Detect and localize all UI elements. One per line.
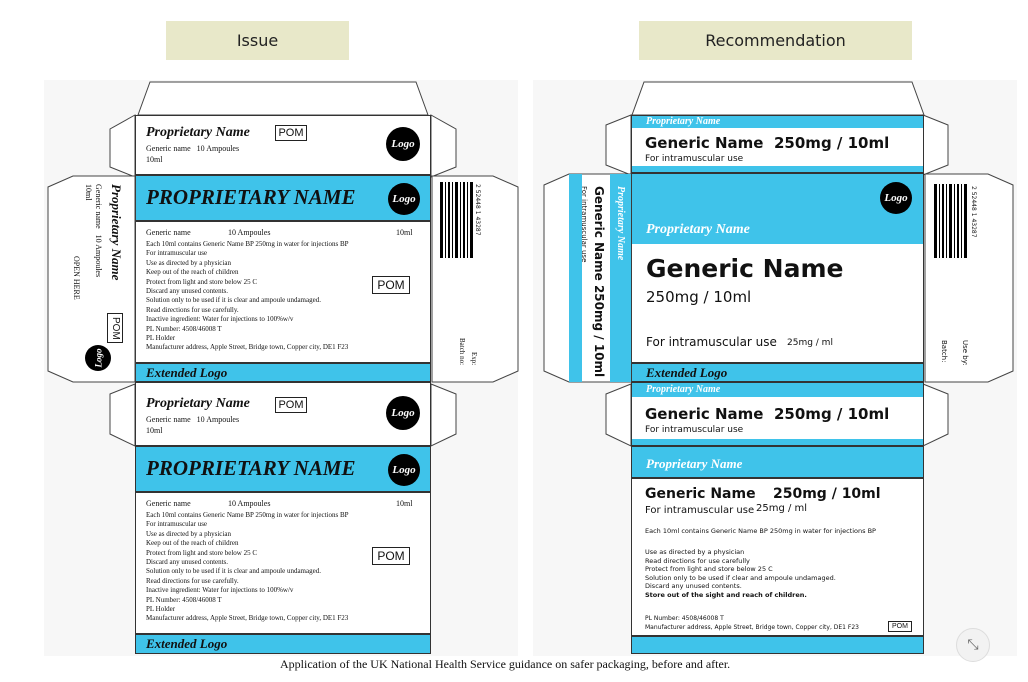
rec-mid-route: For intramuscular use bbox=[645, 425, 744, 435]
issue-mid-pom: POM bbox=[275, 397, 307, 413]
issue-top-volume: 10ml bbox=[146, 155, 163, 164]
collapse-arrows-icon: ⤡ bbox=[967, 637, 979, 653]
issue-body-line: Read directions for use carefully. bbox=[146, 305, 239, 314]
issue-body-generic: Generic name bbox=[146, 228, 191, 237]
rec-back-line: Read directions for use carefully bbox=[645, 556, 750, 565]
issue-back-line: PL Number: 4508/46008 T bbox=[146, 595, 222, 604]
issue-body-line: Inactive ingredient: Water for injections to 100%w/v bbox=[146, 315, 294, 324]
rec-front-conc: 25mg / ml bbox=[787, 338, 833, 348]
issue-side-volume: 10ml bbox=[84, 184, 93, 201]
rec-front-proprietary: Proprietary Name bbox=[646, 222, 750, 237]
issue-side-open-here: OPEN HERE bbox=[72, 256, 81, 300]
issue-back-line: Read directions for use carefully. bbox=[146, 576, 239, 585]
rec-back-generic: Generic Name bbox=[645, 486, 756, 502]
rec-top-strength: 250mg / 10ml bbox=[774, 134, 890, 152]
rec-mid-strip bbox=[632, 383, 923, 397]
rec-back-line: Discard any unused contents. bbox=[645, 582, 742, 591]
rec-top-panel bbox=[631, 115, 924, 173]
issue-body-line: Manufacturer address, Apple Street, Bridge town, Copper city, DE1 F23 bbox=[146, 343, 349, 352]
issue-mid-panel bbox=[135, 382, 431, 446]
issue-side-proprietary: Proprietary Name bbox=[109, 184, 124, 281]
recommendation-header: Recommendation bbox=[639, 21, 912, 60]
rec-side-generic: Generic Name 250mg / 10ml bbox=[592, 186, 606, 378]
issue-back-line: Manufacturer address, Apple Street, Bridge town, Copper city, DE1 F23 bbox=[146, 614, 349, 623]
rec-top-bottom-strip bbox=[632, 166, 923, 172]
issue-body-line: PL Holder bbox=[146, 334, 176, 343]
rec-mid-generic: Generic Name bbox=[645, 405, 764, 423]
issue-exp-label: Exp: bbox=[470, 352, 478, 366]
issue-body-line: Each 10ml contains Generic Name BP 250mg in water for injections BP bbox=[146, 240, 349, 248]
issue-body-line: Solution only to be used if it is clear and ampoule undamaged. bbox=[146, 296, 321, 305]
issue-side-pom bbox=[107, 313, 123, 343]
rec-front-strength: 250mg / 10ml bbox=[646, 288, 752, 306]
issue-back-generic: Generic name bbox=[146, 499, 191, 508]
issue-body-line: Protect from light and store below 25 C bbox=[146, 277, 258, 286]
rec-top-tuck-flap bbox=[626, 80, 930, 116]
issue-back-line: Discard any unused contents. bbox=[146, 558, 229, 567]
rec-front-logo: Logo bbox=[880, 182, 912, 214]
rec-top-proprietary: Proprietary Name bbox=[646, 116, 721, 127]
collapse-fullscreen-button[interactable] bbox=[956, 628, 990, 662]
issue-top-panel bbox=[135, 115, 431, 175]
issue-back-banner bbox=[135, 446, 431, 492]
rec-side-route: For intramuscular use bbox=[580, 186, 588, 263]
issue-mid-volume: 10ml bbox=[146, 426, 163, 435]
rec-back-pom: POM bbox=[888, 621, 912, 632]
issue-body-line: Keep out of the reach of children bbox=[146, 268, 239, 277]
issue-mid-generic: Generic name 10 Ampoules bbox=[146, 415, 240, 424]
rec-back-strength: 250mg / 10ml bbox=[773, 486, 881, 502]
rec-back-line: Solution only to be used if clear and ampoule undamaged. bbox=[645, 573, 836, 582]
issue-back-volume: 10ml bbox=[396, 499, 413, 508]
issue-body-volume: 10ml bbox=[396, 228, 413, 237]
issue-banner-title: PROPRIETARY NAME bbox=[146, 185, 356, 209]
issue-top-proprietary: Proprietary Name bbox=[146, 125, 250, 140]
rec-front-route: For intramuscular use bbox=[646, 335, 777, 349]
issue-barcode bbox=[440, 182, 473, 258]
issue-back-line: Keep out of the reach of children bbox=[146, 539, 239, 548]
issue-back-line: Inactive ingredient: Water for injections to 100%w/v bbox=[146, 586, 294, 595]
issue-back-body bbox=[135, 492, 431, 634]
rec-back-proprietary: Proprietary Name bbox=[646, 456, 743, 471]
rec-extended-logo: Extended Logo bbox=[646, 365, 728, 380]
rec-back-line: Use as directed by a physician bbox=[645, 548, 745, 556]
issue-back-line: Use as directed by a physician bbox=[146, 529, 231, 538]
issue-extended-logo-bar bbox=[135, 363, 431, 382]
issue-body-line: Use as directed by a physician bbox=[146, 258, 231, 267]
issue-back-lines bbox=[146, 511, 406, 624]
issue-front-banner bbox=[135, 175, 431, 221]
rec-mid-bottom-strip bbox=[632, 439, 923, 445]
rec-mid-strength: 250mg / 10ml bbox=[774, 405, 890, 423]
issue-body-line: For intramuscular use bbox=[146, 249, 208, 258]
issue-body-line: Discard any unused contents. bbox=[146, 287, 229, 296]
issue-side-logo-text: Logo bbox=[93, 348, 103, 368]
rec-back-banner bbox=[631, 446, 924, 478]
issue-body-line: PL Number: 4508/46008 T bbox=[146, 324, 222, 333]
issue-top-generic: Generic name 10 Ampoules bbox=[146, 144, 240, 153]
rec-side-proprietary: Proprietary Name bbox=[615, 186, 626, 261]
rec-back-pl: PL Number: 4508/46008 T bbox=[645, 615, 724, 622]
issue-body-pom: POM bbox=[372, 276, 410, 294]
rec-mid-proprietary: Proprietary Name bbox=[646, 384, 721, 395]
figure-caption: Application of the UK National Health Service guidance on safer packaging, before and after. bbox=[280, 657, 731, 671]
rec-back-address: Manufacturer address, Apple Street, Bridge town, Copper city, DE1 F23 bbox=[645, 624, 859, 631]
issue-top-pom: POM bbox=[275, 125, 307, 141]
issue-top-tuck-flap bbox=[130, 80, 436, 116]
rec-mid-panel bbox=[631, 382, 924, 446]
issue-header: Issue bbox=[166, 21, 349, 60]
rec-front-panel bbox=[631, 173, 924, 363]
rec-top-strip bbox=[632, 116, 923, 128]
rec-barcode bbox=[934, 184, 968, 258]
issue-body-ampoules: 10 Ampoules bbox=[228, 228, 271, 237]
rec-back-bottom-bar bbox=[631, 636, 924, 654]
issue-back-line: PL Holder bbox=[146, 605, 176, 614]
rec-use-by-label: Use by: bbox=[961, 340, 969, 366]
rec-back-line: Protect from light and store below 25 C bbox=[645, 565, 773, 574]
issue-side-pom-text: POM bbox=[110, 317, 121, 340]
rec-barcode-number: 2 52448 1 43287 bbox=[970, 186, 977, 238]
issue-mid-proprietary: Proprietary Name bbox=[146, 396, 250, 411]
issue-back-extended-logo: Extended Logo bbox=[146, 636, 228, 651]
rec-back-conc: 25mg / ml bbox=[756, 503, 808, 514]
issue-top-logo: Logo bbox=[386, 127, 420, 161]
issue-back-line: Each 10ml contains Generic Name BP 250mg in water for injections BP bbox=[146, 511, 349, 519]
rec-front-blue bbox=[632, 174, 923, 244]
issue-back-line: For intramuscular use bbox=[146, 520, 208, 529]
issue-back-ampoules: 10 Ampoules bbox=[228, 499, 271, 508]
issue-extended-logo: Extended Logo bbox=[146, 365, 228, 380]
issue-barcode-number: 2 52448 1 43287 bbox=[474, 184, 481, 236]
issue-back-pom: POM bbox=[372, 547, 410, 565]
rec-top-route: For intramuscular use bbox=[645, 154, 744, 164]
issue-batch-label: Batch no: bbox=[458, 338, 466, 366]
rec-extended-logo-bar bbox=[631, 363, 924, 382]
issue-back-extended-logo-bar bbox=[135, 634, 431, 654]
rec-back-contains: Each 10ml contains Generic Name BP 250mg in water for injections BP bbox=[645, 527, 876, 535]
issue-side-logo bbox=[85, 345, 111, 371]
issue-side-generic: Generic name 10 Ampoules bbox=[94, 184, 103, 278]
issue-mid-logo: Logo bbox=[386, 396, 420, 430]
rec-top-generic: Generic Name bbox=[645, 134, 764, 152]
rec-back-warning: Store out of the sight and reach of children. bbox=[645, 590, 807, 599]
issue-back-line: Protect from light and store below 25 C bbox=[146, 548, 258, 557]
issue-banner-logo: Logo bbox=[388, 183, 420, 215]
issue-body-lines bbox=[146, 240, 406, 353]
rec-batch-label: Batch: bbox=[940, 340, 948, 363]
issue-front-body bbox=[135, 221, 431, 363]
issue-back-line: Solution only to be used if it is clear and ampoule undamaged. bbox=[146, 567, 321, 576]
rec-front-generic: Generic Name bbox=[646, 254, 844, 283]
issue-back-banner-logo: Logo bbox=[388, 454, 420, 486]
rec-back-body bbox=[631, 478, 924, 636]
issue-back-banner-title: PROPRIETARY NAME bbox=[146, 456, 356, 480]
rec-back-route: For intramuscular use bbox=[645, 505, 755, 516]
rec-back-lines bbox=[645, 548, 836, 600]
